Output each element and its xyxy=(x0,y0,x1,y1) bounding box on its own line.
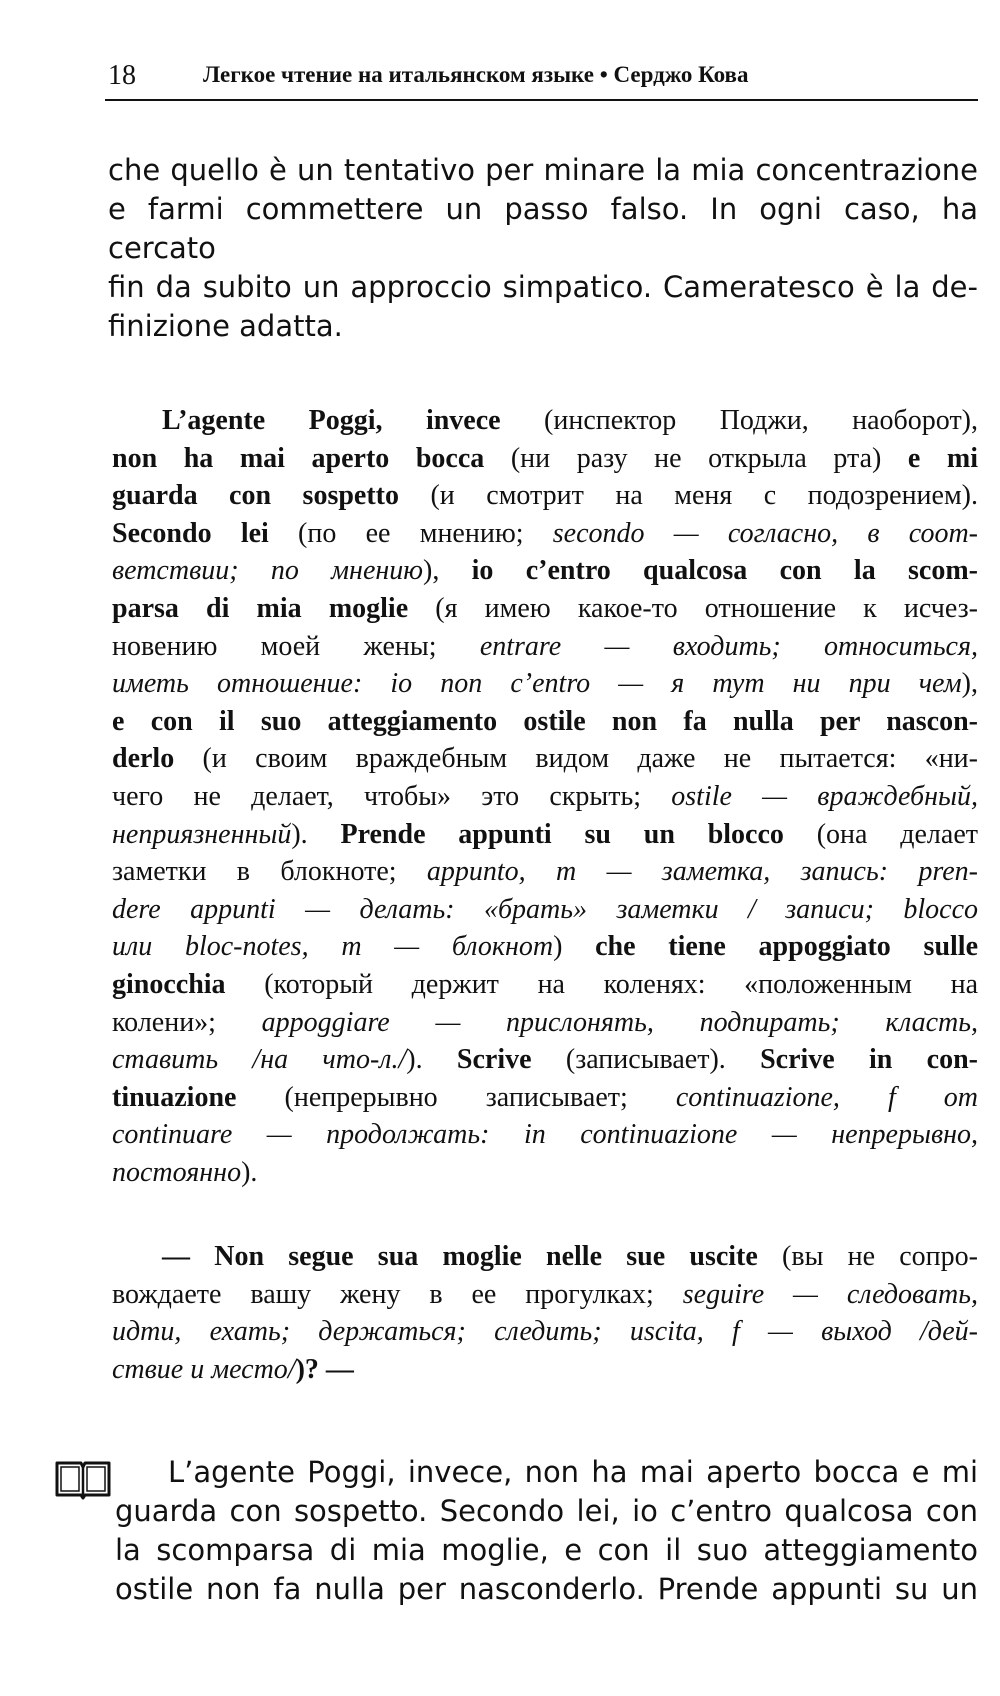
commentary-line xyxy=(112,928,978,966)
commentary-line xyxy=(112,778,978,816)
italian-phrase: Prende appunti su un blocco xyxy=(340,818,784,850)
translation-text: (который держит на коленях: «положенным на xyxy=(225,968,978,1000)
translation-text: колени»; xyxy=(112,1006,262,1038)
translation-text: (инспектор Поджи, наоборот), xyxy=(500,405,978,436)
italian-phrase: parsa di mia moglie xyxy=(112,592,409,624)
translation-text: (непрерывно записывает; xyxy=(236,1081,676,1113)
dialogue-line xyxy=(112,1238,978,1276)
reading-line: L’agente Poggi, invece, non ha mai aperto bocca e mi xyxy=(168,1455,978,1489)
translation-text: вождаете вашу жену в ее прогулках; xyxy=(112,1278,683,1310)
italian-phrase: Secondo lei xyxy=(112,517,269,549)
reading-line: guarda con sospetto. Secondo lei, io c’entro qualcosa con xyxy=(115,1494,978,1528)
commentary-line xyxy=(112,966,978,1004)
translation-text: (вы не сопро- xyxy=(757,1241,978,1272)
vocabulary-note: continuare — продолжать: in continuazione — непрерывно, xyxy=(112,1119,978,1151)
translation-text: (записывает). xyxy=(531,1044,761,1076)
italian-phrase: ginocchia xyxy=(112,968,226,1000)
translation-text: ). xyxy=(291,818,341,850)
vocabulary-note: иметь отношение: io non c’entro — я тут ни при чем xyxy=(112,668,962,700)
commentary-line xyxy=(112,816,978,854)
commentary-line xyxy=(112,1041,978,1079)
translation-text: (и смотрит на меня с подозрением). xyxy=(399,480,978,512)
dialogue-line xyxy=(112,1276,978,1314)
italian-phrase: — Non segue sua moglie nelle sue uscite xyxy=(162,1241,758,1272)
translation-text: заметки в блокноте; xyxy=(112,856,427,888)
vocabulary-note: неприязненный xyxy=(112,818,292,850)
vocabulary-note: ставить /на что-л./ xyxy=(112,1044,407,1076)
reading-line: la scomparsa di mia moglie, e con il suo atteggiamento xyxy=(115,1533,978,1567)
commentary-line xyxy=(112,402,978,440)
vocabulary-note: ostile — враждебный, xyxy=(671,780,978,812)
vocabulary-note: ствие и место/ xyxy=(112,1353,296,1385)
intro-line: finizione adatta. xyxy=(108,309,343,343)
italian-phrase: tinuazione xyxy=(112,1081,237,1113)
intro-line: e farmi commettere un passo falso. In ogni caso, ha cercato xyxy=(108,192,978,265)
vocabulary-note: secondo — согласно, в соот- xyxy=(552,517,978,549)
italian-phrase: Scrive xyxy=(456,1044,532,1076)
translation-text: ), xyxy=(961,668,978,700)
commentary-line xyxy=(112,703,978,741)
vocabulary-note: ветствии; по мнению xyxy=(112,555,424,587)
commentary-line xyxy=(112,590,978,628)
italian-phrase: che tiene appoggiato sulle xyxy=(595,931,978,963)
vocabulary-note: appoggiare — прислонять, подпирать; класть, xyxy=(261,1006,978,1038)
translation-text: (и своим враждебным видом даже не пытается: «ни- xyxy=(174,743,978,775)
vocabulary-note: continuazione, f от xyxy=(675,1081,978,1113)
commentary-line xyxy=(112,552,978,590)
vocabulary-note: entrare — входить; относиться, xyxy=(479,630,978,662)
annotated-dialogue xyxy=(112,1238,978,1388)
commentary-line xyxy=(112,628,978,666)
dialogue-line xyxy=(112,1313,978,1351)
vocabulary-note: идти, ехать; держаться; следить; uscita, f — выход /дей- xyxy=(112,1316,978,1348)
translation-text: ), xyxy=(423,555,472,587)
commentary-line xyxy=(112,477,978,515)
commentary-line xyxy=(112,515,978,553)
italian-phrase: e mi xyxy=(907,442,978,474)
vocabulary-note: appunto, m — заметка, запись: pren- xyxy=(426,856,978,888)
italian-phrase: e con il suo atteggiamento ostile non fa nulla per nascon- xyxy=(112,705,978,737)
commentary-line xyxy=(112,665,978,703)
open-book-icon xyxy=(54,1458,112,1500)
running-header xyxy=(108,58,978,98)
translation-text: (ни разу не открыла рта) xyxy=(484,442,908,474)
translation-text: ) xyxy=(553,931,596,963)
commentary-line xyxy=(112,1004,978,1042)
italian-phrase: io c’entro qualcosa con la scom- xyxy=(471,555,978,587)
commentary-line xyxy=(112,891,978,929)
translation-text: ). xyxy=(406,1044,457,1076)
italian-phrase: non ha mai aperto bocca xyxy=(112,442,485,474)
vocabulary-note: постоянно xyxy=(112,1156,242,1188)
commentary-line xyxy=(112,1116,978,1154)
page-number: 18 xyxy=(108,60,136,91)
intro-line: fin da subito un approccio simpatico. Cameratesco è la de- xyxy=(108,270,978,304)
intro-line: che quello è un tentativo per minare la mia concentrazione xyxy=(108,153,978,187)
intro-paragraph xyxy=(108,151,978,346)
translation-text: ). xyxy=(241,1156,258,1188)
commentary-line xyxy=(112,440,978,478)
vocabulary-note: seguire — следовать, xyxy=(682,1278,978,1310)
italian-phrase: )? — xyxy=(295,1353,354,1385)
translation-text: (по ее мнению; xyxy=(268,517,553,549)
italian-phrase: guarda con sospetto xyxy=(112,480,399,512)
translation-text: новению моей жены; xyxy=(112,630,480,662)
commentary-line xyxy=(112,853,978,891)
running-title: Легкое чтение на итальянском языке • Серджо Кова xyxy=(203,62,749,87)
translation-text: (она делает xyxy=(783,818,978,850)
translation-text: чего не делает, чтобы» это скрыть; xyxy=(112,780,672,812)
commentary-line xyxy=(112,1154,978,1192)
reading-paragraph xyxy=(115,1453,978,1609)
commentary-line xyxy=(112,1079,978,1117)
vocabulary-note: или bloc-notes, m — блокнот xyxy=(112,931,554,963)
header-rule xyxy=(105,99,978,101)
translation-text: (я имею какое-то отношение к исчез- xyxy=(408,592,978,624)
commentary-line xyxy=(112,740,978,778)
italian-phrase: L’agente Poggi, invece xyxy=(162,405,501,436)
reading-line: ostile non fa nulla per nasconderlo. Prende appunti su un xyxy=(115,1572,978,1606)
vocabulary-note: dere appunti — делать: «брать» заметки / записи; blocco xyxy=(112,893,978,925)
italian-phrase: Scrive in con- xyxy=(760,1044,978,1076)
dialogue-line xyxy=(112,1351,978,1389)
italian-phrase: derlo xyxy=(112,743,175,775)
annotated-commentary xyxy=(112,402,978,1191)
